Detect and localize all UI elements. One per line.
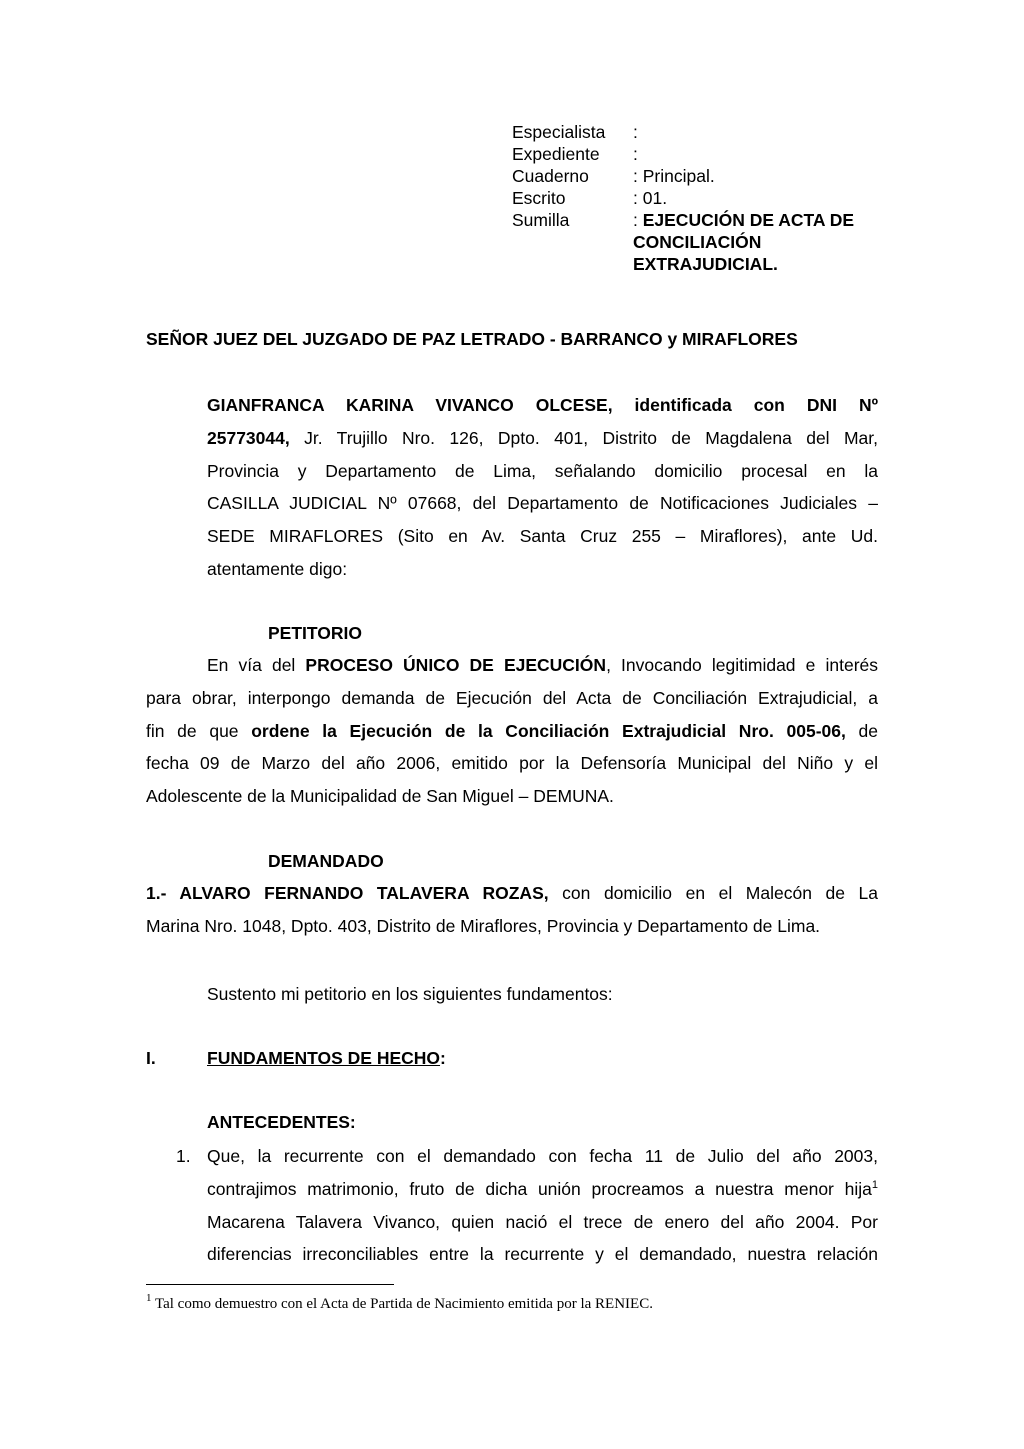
header-row-escrito xyxy=(512,187,892,209)
antecedentes-line: diferencias irreconciliables entre la recurrente y el demandado, nuestra relación xyxy=(207,1244,878,1265)
demandado-text: con domicilio en el Malecón de La xyxy=(548,883,878,903)
section-title-text: FUNDAMENTOS DE HECHO xyxy=(207,1048,441,1068)
demandado-paragraph xyxy=(146,877,878,943)
intro-line: Provincia y Departamento de Lima, señalando domicilio procesal en la xyxy=(207,460,878,481)
footnote-text: Tal como demuestro con el Acta de Partida de Nacimiento emitida por la RENIEC. xyxy=(151,1296,653,1312)
sumilla-line: CONCILIACIÓN xyxy=(633,232,762,252)
sumilla-value xyxy=(633,209,892,275)
intro-paragraph xyxy=(207,389,878,586)
sumilla-line: EXTRAJUDICIAL. xyxy=(633,254,778,274)
demandado-line: Marina Nro. 1048, Dpto. 403, Distrito de Miraflores, Provincia y Departamento de Lima. xyxy=(146,915,821,936)
intro-line: atentamente digo: xyxy=(207,558,348,579)
petitorio-line: fecha 09 de Marzo del año 2006, emitido por la Defensoría Municipal del Niño y el xyxy=(146,753,878,774)
header-label: Escrito xyxy=(512,188,566,208)
petitorio-text: , Invocando legitimidad e interés xyxy=(606,655,878,675)
antecedentes-paragraph xyxy=(207,1140,878,1271)
section-title xyxy=(207,1048,446,1069)
intro-line: SEDE MIRAFLORES (Sito en Av. Santa Cruz 255 – Miraflores), ante Ud. xyxy=(207,526,878,547)
header-label: Sumilla xyxy=(512,210,570,230)
header-label: Cuaderno xyxy=(512,166,589,186)
header-row-cuaderno xyxy=(512,165,892,187)
footnote-mark: 1 xyxy=(146,1292,152,1304)
antecedentes-line xyxy=(207,1173,878,1206)
header-label: Especialista xyxy=(512,122,606,142)
antecedentes-text: contrajimos matrimonio, fruto de dicha unión procreamos a nuestra menor hija xyxy=(207,1178,872,1199)
section-title-colon: : xyxy=(440,1048,446,1068)
petitorio-paragraph xyxy=(146,649,878,813)
sustento-line: Sustento mi petitorio en los siguientes fundamentos: xyxy=(207,984,613,1004)
header-row-especialista xyxy=(512,121,892,143)
petitorio-text: En vía del xyxy=(207,655,306,675)
footnote-reference: 1 xyxy=(871,1178,878,1191)
addressee: SEÑOR JUEZ DEL JUZGADO DE PAZ LETRADO - BARRANCO y MIRAFLORES xyxy=(146,329,798,349)
footnote-divider xyxy=(146,1284,394,1285)
petitorio-line: para obrar, interpongo demanda de Ejecución del Acta de Conciliación Extrajudicial, a xyxy=(146,687,878,708)
header-label: Expediente xyxy=(512,144,600,164)
antecedentes-line: Macarena Talavera Vivanco, quien nació el trece de enero del año 2004. Por xyxy=(207,1211,878,1232)
petitorio-process: PROCESO ÚNICO DE EJECUCIÓN xyxy=(305,655,607,675)
petitorio-request: ordene la Ejecución de la Conciliación Extrajudicial Nro. 005-06, xyxy=(251,720,846,741)
demandado-line xyxy=(146,877,878,910)
header-value: : Principal. xyxy=(633,166,715,186)
petitorio-line xyxy=(146,649,878,682)
sumilla-line: EJECUCIÓN DE ACTA DE xyxy=(642,210,855,230)
footnote xyxy=(146,1292,653,1313)
demandado-heading: DEMANDADO xyxy=(268,851,384,871)
petitorio-line: Adolescente de la Municipalidad de San Miguel – DEMUNA. xyxy=(146,786,614,807)
intro-line: GIANFRANCA KARINA VIVANCO OLCESE, identificada con DNI Nº xyxy=(207,395,878,415)
sumilla-colon: : xyxy=(633,210,643,230)
petitorio-heading: PETITORIO xyxy=(268,623,362,643)
header-value: : xyxy=(633,144,638,164)
header-value: : 01. xyxy=(633,188,668,208)
header-row-expediente xyxy=(512,143,892,165)
section-numeral: I. xyxy=(146,1048,156,1068)
list-item-number: 1. xyxy=(176,1146,191,1166)
intro-dni: 25773044, xyxy=(207,427,290,448)
petitorio-text: fin de que xyxy=(146,720,252,741)
petitorio-line xyxy=(146,715,878,748)
intro-line: CASILLA JUDICIAL Nº 07668, del Departamento de Notificaciones Judiciales – xyxy=(207,493,878,514)
intro-line xyxy=(207,422,878,455)
header-row-sumilla xyxy=(512,209,892,275)
antecedentes-heading: ANTECEDENTES: xyxy=(207,1112,356,1132)
demandado-name: 1.- ALVARO FERNANDO TALAVERA ROZAS, xyxy=(146,883,549,903)
petitorio-text: de xyxy=(845,720,878,741)
header-value: : xyxy=(633,122,638,142)
intro-text: Jr. Trujillo Nro. 126, Dpto. 401, Distrito de Magdalena del Mar, xyxy=(289,427,878,448)
antecedentes-line: Que, la recurrente con el demandado con fecha 11 de Julio del año 2003, xyxy=(207,1146,878,1166)
case-header xyxy=(512,121,892,275)
